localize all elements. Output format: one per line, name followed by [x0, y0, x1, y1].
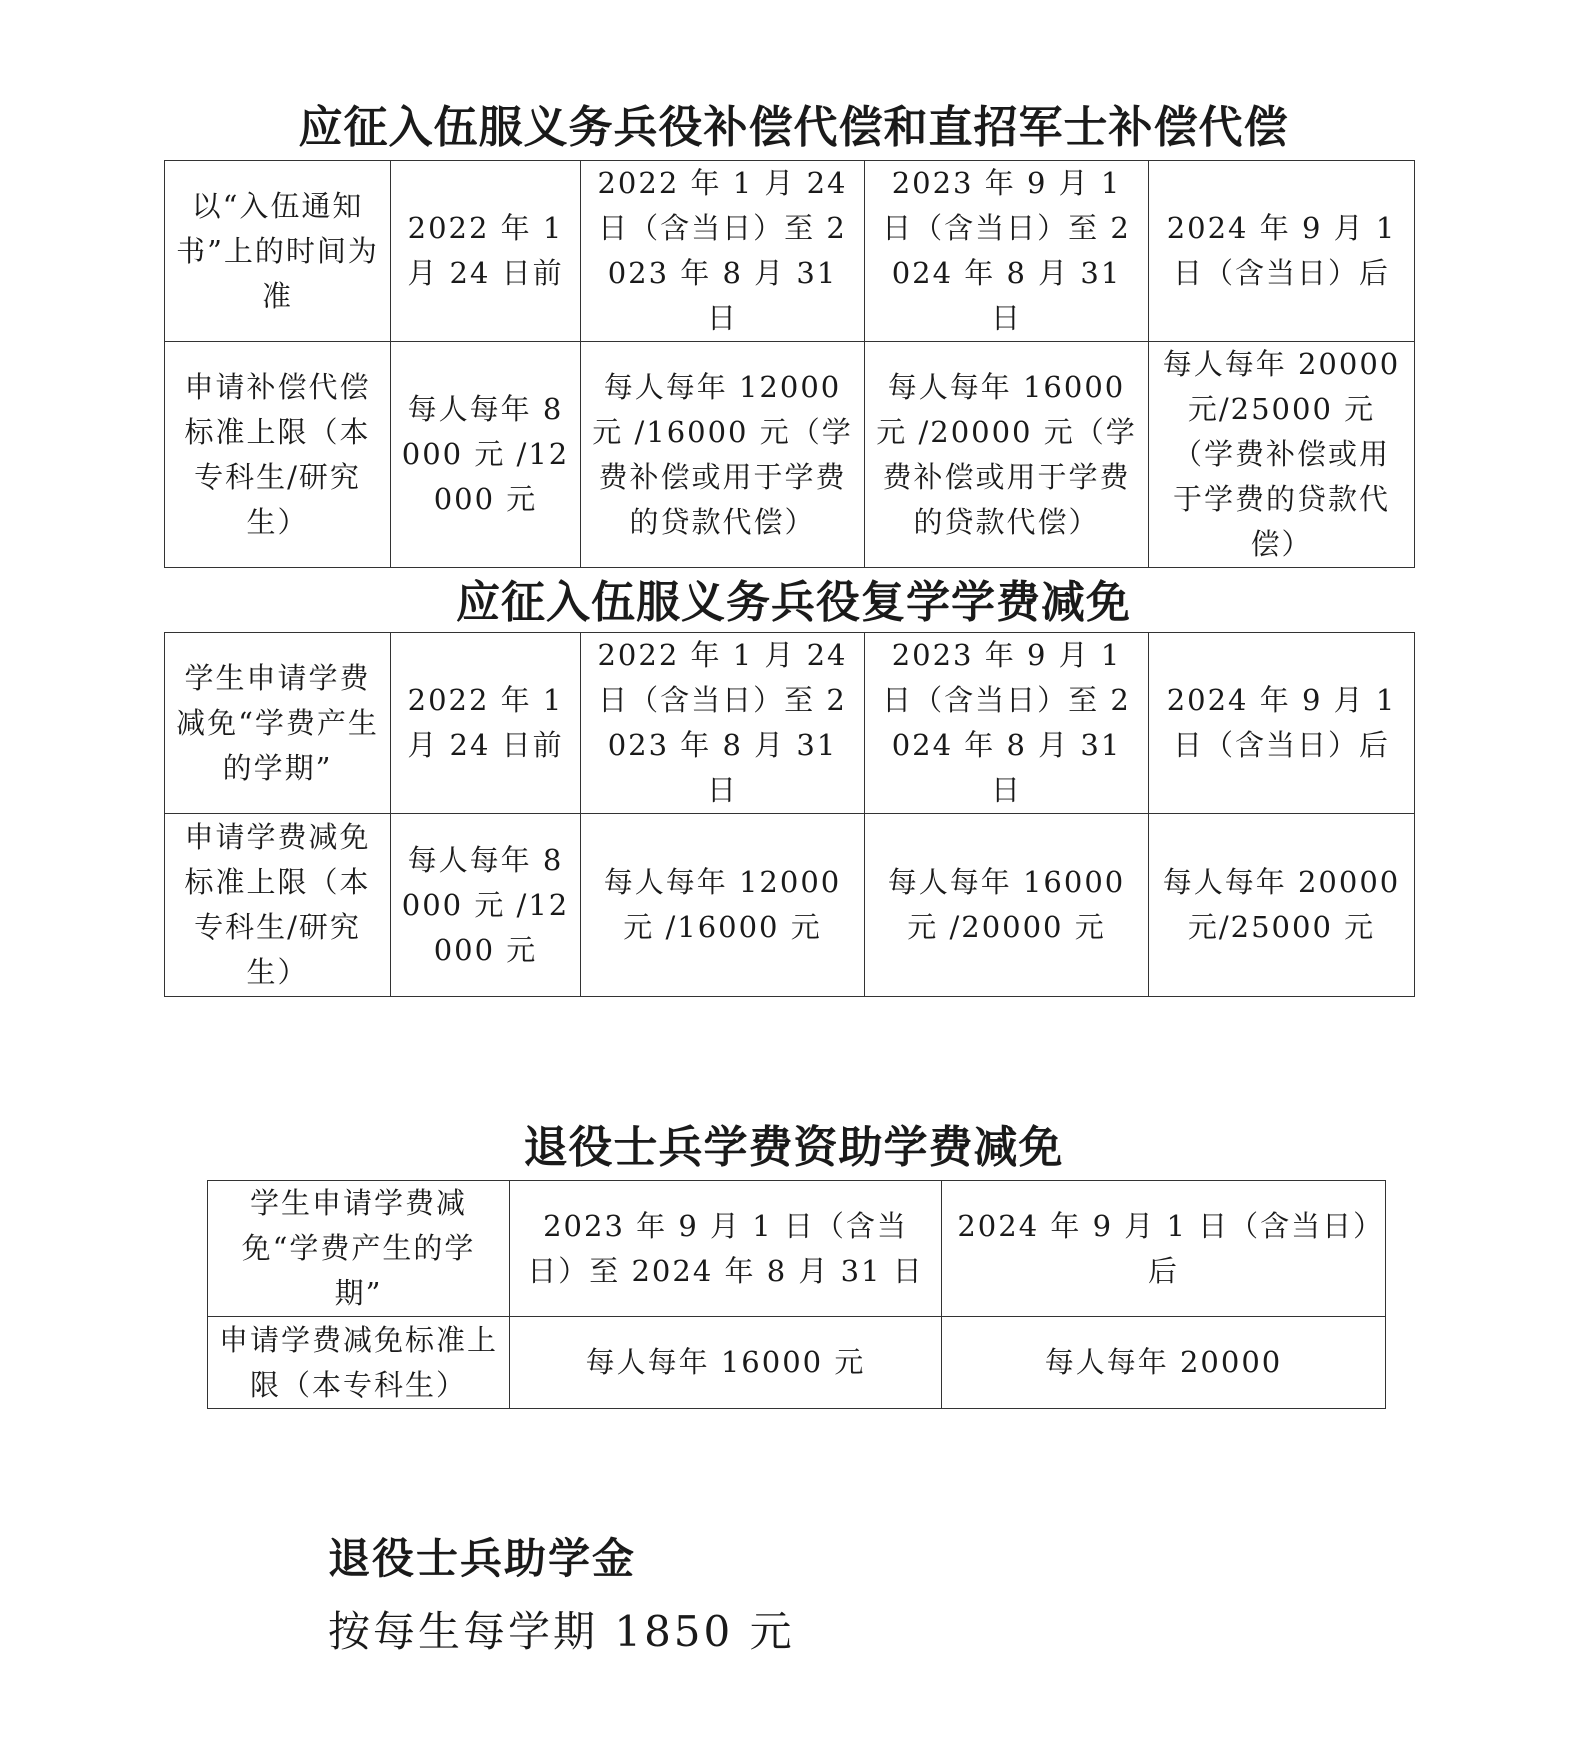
stipend-title: 退役士兵助学金	[328, 1534, 637, 1583]
table-cell: 每人每年 16000 元 /20000 元	[865, 814, 1149, 997]
table-row	[208, 1317, 1386, 1409]
table-cell: 申请补偿代偿标准上限（本专科生/研究生）	[165, 342, 391, 568]
table-row	[165, 814, 1415, 997]
table-cell: 2023 年 9 月 1 日（含当日）至 2024 年 8 月 31 日	[865, 633, 1149, 814]
table-cell: 2022 年 1 月 24 日（含当日）至 2023 年 8 月 31 日	[581, 161, 865, 342]
table-cell: 每人每年 20000 元/25000 元	[1149, 814, 1415, 997]
table-row	[165, 342, 1415, 568]
table-cell: 2023 年 9 月 1 日（含当日）至 2024 年 8 月 31 日	[510, 1181, 942, 1317]
tuition-waiver-table	[164, 632, 1415, 997]
table-cell: 申请学费减免标准上限（本专科生/研究生）	[165, 814, 391, 997]
table-row	[165, 633, 1415, 814]
table-cell: 每人每年 16000 元	[510, 1317, 942, 1409]
table-cell: 每人每年 16000 元 /20000 元（学费补偿或用于学费的贷款代偿）	[865, 342, 1149, 568]
table-cell: 每人每年 8000 元 /12000 元	[391, 342, 581, 568]
table-row	[165, 161, 1415, 342]
table2-title: 应征入伍服义务兵役复学学费减免	[456, 577, 1131, 628]
table-cell: 每人每年 12000 元 /16000 元（学费补偿或用于学费的贷款代偿）	[581, 342, 865, 568]
table-cell: 2022 年 1 月 24 日前	[391, 161, 581, 342]
table-cell: 2024 年 9 月 1 日（含当日）后	[942, 1181, 1386, 1317]
table-cell: 每人每年 20000 元/25000 元（学费补偿或用于学费的贷款代偿）	[1149, 342, 1415, 568]
table-cell: 2022 年 1 月 24 日（含当日）至 2023 年 8 月 31 日	[581, 633, 865, 814]
table1-title: 应征入伍服义务兵役补偿代偿和直招军士补偿代偿	[298, 102, 1289, 153]
stipend-text: 按每生每学期 1850 元	[328, 1607, 795, 1656]
table-cell: 2024 年 9 月 1 日（含当日）后	[1149, 161, 1415, 342]
compensation-table	[164, 160, 1415, 568]
veteran-tuition-table	[207, 1180, 1386, 1409]
table-cell: 每人每年 8000 元 /12000 元	[391, 814, 581, 997]
table-cell: 2024 年 9 月 1 日（含当日）后	[1149, 633, 1415, 814]
table-cell: 每人每年 20000	[942, 1317, 1386, 1409]
table-cell: 2022 年 1 月 24 日前	[391, 633, 581, 814]
table-cell: 申请学费减免标准上限（本专科生）	[208, 1317, 510, 1409]
table-row	[208, 1181, 1386, 1317]
table-cell: 每人每年 12000 元 /16000 元	[581, 814, 865, 997]
table-cell: 以“入伍通知书”上的时间为准	[165, 161, 391, 342]
table-cell: 2023 年 9 月 1 日（含当日）至 2024 年 8 月 31 日	[865, 161, 1149, 342]
table-cell: 学生申请学费减免“学费产生的学期”	[208, 1181, 510, 1317]
table3-title: 退役士兵学费资助学费减免	[523, 1122, 1064, 1173]
table-cell: 学生申请学费减免“学费产生的学期”	[165, 633, 391, 814]
